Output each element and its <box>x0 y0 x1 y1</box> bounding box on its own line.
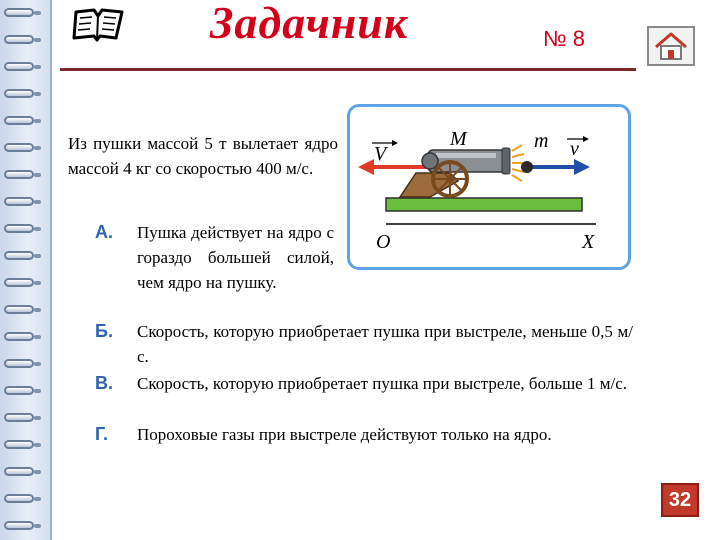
option-text: Скорость, которую приобретает пушка при выстреле, больше 1 м/с. <box>137 374 627 393</box>
option-letter: В. <box>95 373 113 393</box>
binding-ring <box>4 170 34 179</box>
binding-ring <box>4 35 34 44</box>
home-button[interactable] <box>647 26 695 66</box>
cannon-diagram <box>350 107 628 267</box>
header-divider <box>60 68 636 71</box>
binding-ring <box>4 224 34 233</box>
ground-platform <box>386 198 582 211</box>
binding-ring <box>4 440 34 449</box>
binding-ring <box>4 197 34 206</box>
cannon-velocity-label: V <box>374 143 387 165</box>
binding-ring <box>4 305 34 314</box>
ball-velocity-label: v <box>570 138 579 160</box>
cannonball <box>521 161 533 173</box>
binding-ring <box>4 278 34 287</box>
binding-ring <box>4 116 34 125</box>
binding-ring <box>4 359 34 368</box>
option-text: Скорость, которую приобретает пушка при выстреле, меньше 0,5 м/с. <box>137 322 633 366</box>
binding-ring <box>4 251 34 260</box>
binding-ring <box>4 8 34 17</box>
answer-option-d[interactable] <box>95 422 633 447</box>
cannon-wheel <box>433 162 467 196</box>
origin-label: O <box>376 231 391 253</box>
option-text: Пушка действует на ядро с гораздо большей силой, чем ядро на пушку. <box>137 223 334 292</box>
binding-rule <box>50 0 52 540</box>
binding-ring <box>4 467 34 476</box>
cannon-figure <box>347 104 631 270</box>
binding-ring <box>4 62 34 71</box>
binding-ring <box>4 494 34 503</box>
option-letter: Г. <box>95 424 108 444</box>
spiral-binding <box>0 0 52 540</box>
home-icon <box>649 28 693 64</box>
option-letter: Б. <box>95 321 113 341</box>
binding-ring <box>4 89 34 98</box>
ball-mass-label: m <box>534 130 549 152</box>
binding-ring <box>4 143 34 152</box>
option-text: Пороховые газы при выстреле действуют только на ядро. <box>137 425 552 444</box>
problem-text: Из пушки массой 5 т вылетает ядро массой 4 кг со скоростью 400 м/с. <box>68 134 338 178</box>
binding-ring <box>4 413 34 422</box>
option-letter: А. <box>95 222 113 242</box>
ball-velocity-arrowhead <box>574 159 590 175</box>
book-icon <box>70 6 130 46</box>
problem-number: № 8 <box>543 26 585 51</box>
axis-label: X <box>582 231 595 253</box>
answer-option-b[interactable] <box>95 319 633 369</box>
cannon-velocity-arrowhead <box>358 159 374 175</box>
page-title: Задачник <box>210 0 409 48</box>
binding-ring <box>4 332 34 341</box>
binding-ring <box>4 521 34 530</box>
page-number-badge[interactable]: 32 <box>661 483 699 517</box>
answer-option-a[interactable] <box>95 220 334 295</box>
answer-option-c[interactable] <box>95 371 633 396</box>
cannon-mass-label: M <box>450 128 467 150</box>
binding-ring <box>4 386 34 395</box>
